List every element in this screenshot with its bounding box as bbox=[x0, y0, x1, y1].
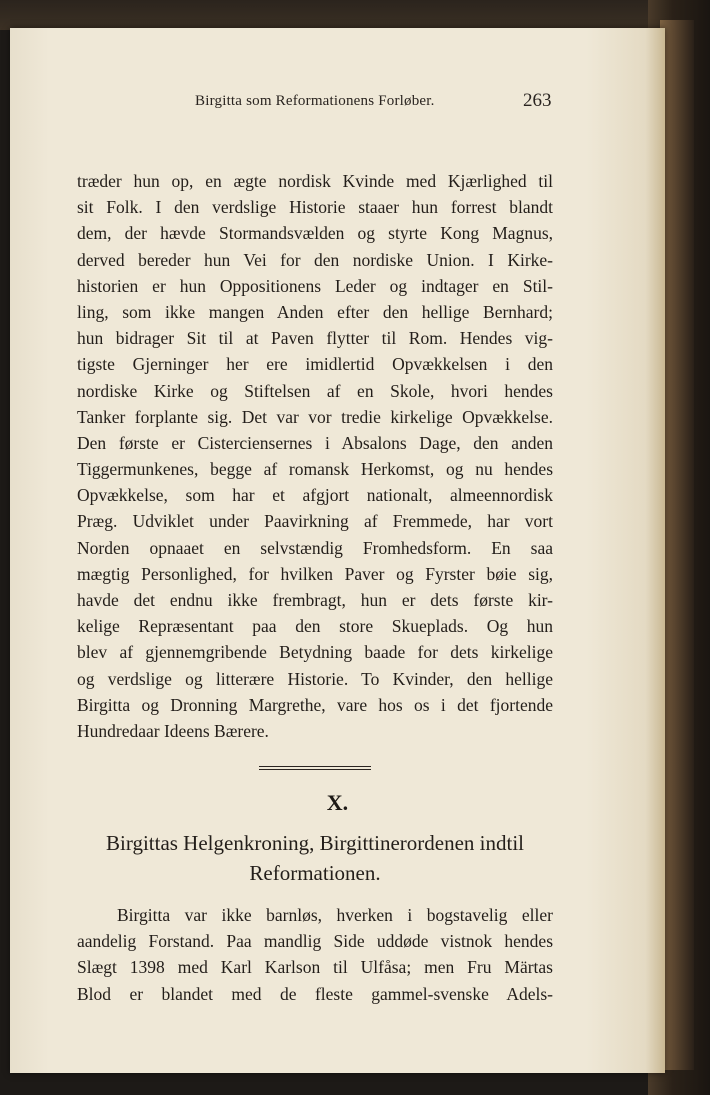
text-line: Den første er Cisterciensernes i Absalons Dage, den anden bbox=[77, 432, 553, 453]
text-line: derved bereder hun Vei for den nordiske Union. I Kirke- bbox=[77, 249, 553, 270]
text-line: aandelig Forstand. Paa mandlig Side uddøde vistnok hendes bbox=[77, 931, 553, 952]
text-line: dem, der hævde Stormandsvælden og styrte Kong Magnus, bbox=[77, 223, 553, 244]
text-line: træder hun op, en ægte nordisk Kvinde med Kjærlighed til bbox=[77, 171, 553, 191]
text-line: Tiggermunkenes, begge af romansk Herkomst, og nu hendes bbox=[77, 459, 553, 480]
text-line: kelige Repræsentant paa den store Skueplads. Og hun bbox=[77, 616, 553, 637]
text-line: Slægt 1398 med Karl Karlson til Ulfåsa; men Fru Märtas bbox=[77, 957, 553, 978]
text-line: Blod er blandet med de fleste gammel-svenske Adels- bbox=[77, 983, 553, 1004]
text-line: og verdslige og litterære Historie. To Kvinder, den hellige bbox=[77, 668, 553, 689]
chapter-title bbox=[70, 828, 560, 888]
text-line: Hundredaar Ideens Bærere. bbox=[77, 720, 269, 741]
page-header bbox=[10, 90, 665, 114]
section-divider-rule-thin bbox=[259, 769, 371, 770]
text-line: Birgitta og Dronning Margrethe, vare hos os i det fjortende bbox=[77, 694, 553, 715]
text-line: mægtig Personlighed, for hvilken Paver og Fyrster bøie sig, bbox=[77, 563, 553, 584]
text-line: Tanker forplante sig. Det var vor tredie kirkelige Opvækkelse. bbox=[77, 406, 553, 427]
page-number: 263 bbox=[523, 90, 552, 111]
text-line: historien er hun Oppositionens Leder og indtager en Stil- bbox=[77, 275, 553, 296]
text-line: sit Folk. I den verdslige Historie staaer hun forrest blandt bbox=[77, 197, 553, 218]
text-line: ling, som ikke mangen Anden efter den hellige Bernhard; bbox=[77, 301, 553, 322]
text-line: Opvækkelse, som har et afgjort nationalt, almeennordisk bbox=[77, 485, 553, 506]
paragraph-continued bbox=[77, 168, 553, 744]
running-title: Birgitta som Reformationens Forløber. bbox=[195, 93, 435, 109]
text-line: havde det endnu ikke frembragt, hun er dets første kir- bbox=[77, 590, 553, 610]
chapter-title-line-2: Reformationen. bbox=[249, 861, 381, 885]
book-cover-top-edge bbox=[0, 0, 710, 30]
text-line: blev af gjennemgribende Betydning baade for dets kirkelige bbox=[77, 642, 553, 663]
page-edge-stain bbox=[660, 20, 694, 1070]
text-line: hun bidrager Sit til at Paven flytter til Rom. Hendes vig- bbox=[77, 328, 553, 349]
text-line: tigste Gjerninger her ere imidlertid Opvækkelsen i den bbox=[77, 354, 553, 375]
text-line: Norden opnaaet en selvstændig Fromhedsform. En saa bbox=[77, 537, 553, 558]
section-divider-rule bbox=[259, 766, 371, 767]
text-line: Præg. Udviklet under Paavirkning af Fremmede, har vort bbox=[77, 511, 553, 532]
book-page bbox=[10, 28, 665, 1073]
text-line: nordiske Kirke og Stiftelsen af en Skole, hvori hendes bbox=[77, 380, 553, 401]
paragraph-chapter-opening bbox=[77, 902, 553, 1007]
text-line: Birgitta var ikke barnløs, hverken i bogstavelig eller bbox=[117, 905, 553, 925]
chapter-title-line-1: Birgittas Helgenkroning, Birgittinerordenen indtil bbox=[105, 831, 524, 855]
chapter-number: X. bbox=[326, 790, 349, 815]
